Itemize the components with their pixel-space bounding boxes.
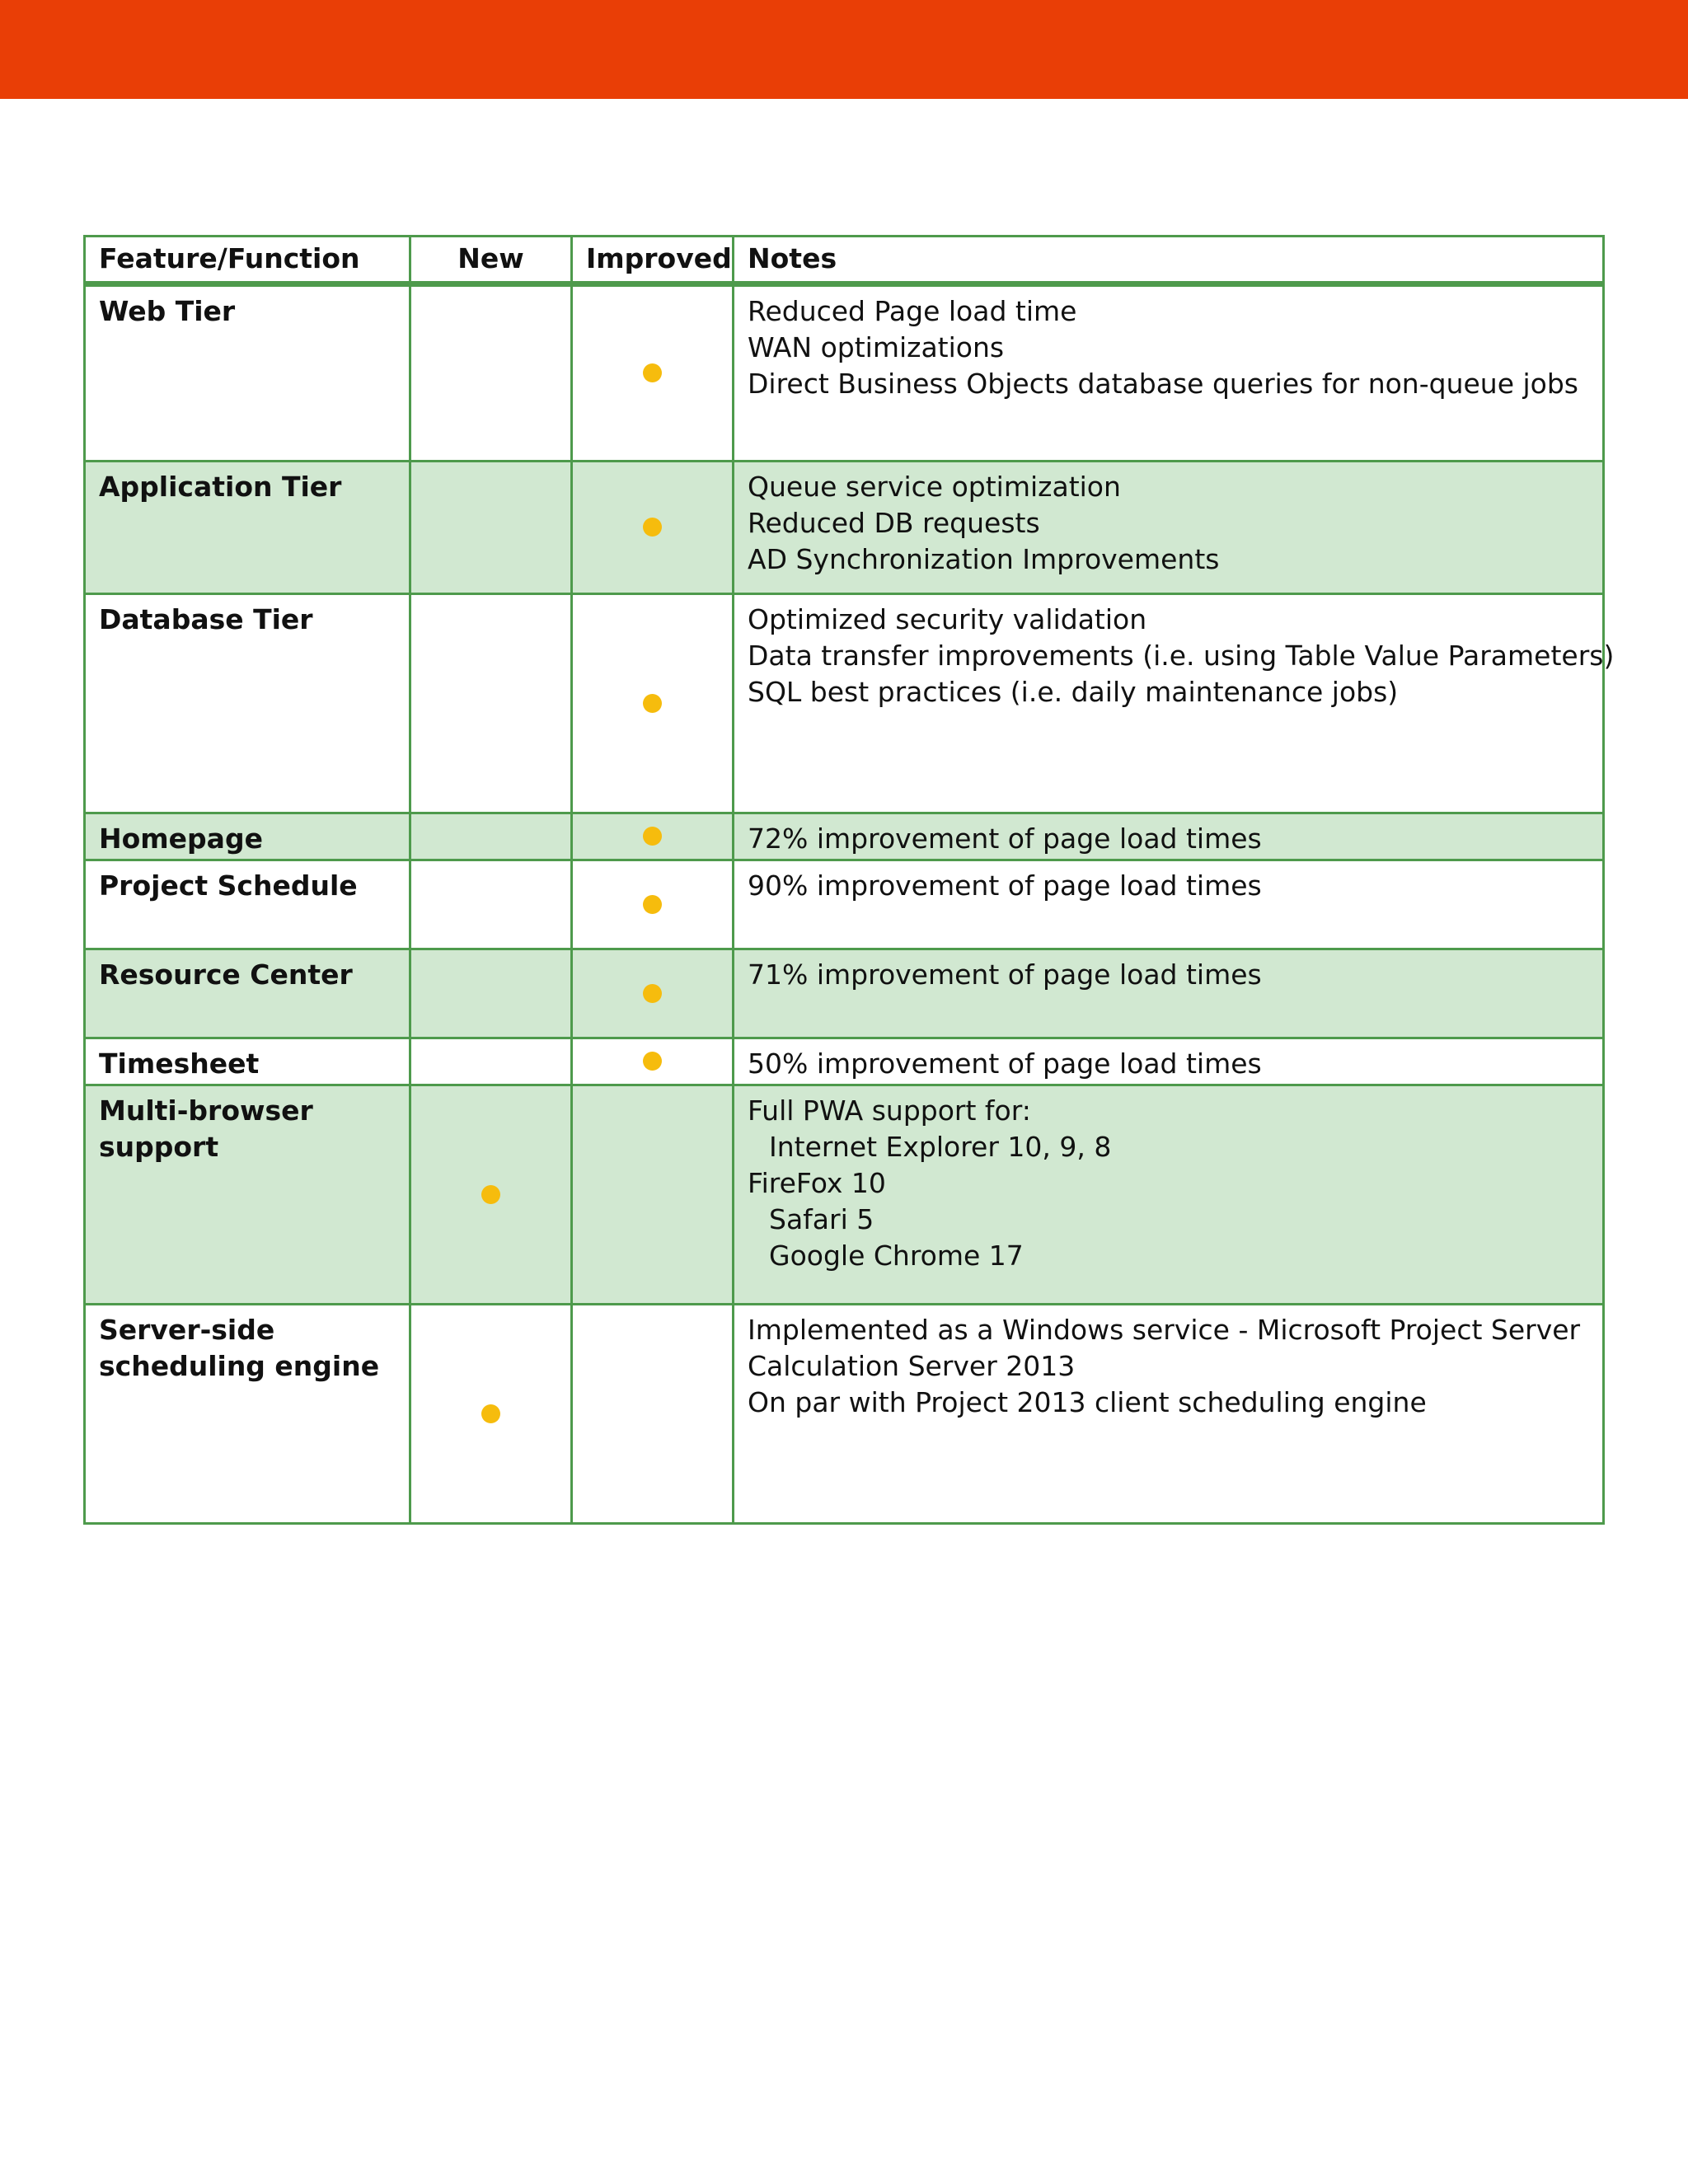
new-cell <box>410 860 572 949</box>
improved-cell <box>572 1038 734 1085</box>
note-line: SQL best practices (i.e. daily maintenance jobs) <box>748 676 1399 708</box>
table-row <box>85 813 1604 860</box>
notes-cell <box>734 594 1615 813</box>
note-line: Calculation Server 2013 <box>748 1350 1076 1382</box>
improved-marker-icon <box>643 518 662 537</box>
improved-cell <box>572 813 734 860</box>
header-color-band <box>0 0 1688 99</box>
note-line: Full PWA support for: <box>748 1094 1031 1127</box>
improved-cell <box>572 1305 734 1524</box>
improved-cell <box>572 860 734 949</box>
note-line: Optimized security validation <box>748 603 1147 635</box>
new-cell <box>410 949 572 1038</box>
notes-cell <box>734 860 1604 949</box>
note-line: WAN optimizations <box>748 331 1005 363</box>
header-improved: Improved <box>572 237 734 284</box>
improved-marker-icon <box>643 984 662 1003</box>
improved-cell <box>572 949 734 1038</box>
notes-cell <box>734 462 1604 594</box>
new-cell <box>410 813 572 860</box>
improved-marker-icon <box>643 895 662 914</box>
new-marker-icon <box>481 1185 500 1204</box>
note-line: 72% improvement of page load times <box>748 823 1262 855</box>
feature-name: Database Tier <box>85 594 410 813</box>
notes-cell <box>734 949 1604 1038</box>
note-line: AD Synchronization Improvements <box>748 543 1220 575</box>
feature-name: Application Tier <box>85 462 410 594</box>
note-line: Queue service optimization <box>748 471 1121 503</box>
note-line: On par with Project 2013 client scheduling engine <box>748 1386 1427 1418</box>
table-row <box>85 949 1604 1038</box>
table-row <box>85 594 1604 813</box>
improved-cell <box>572 1085 734 1305</box>
header-new: New <box>410 237 572 284</box>
new-cell <box>410 462 572 594</box>
note-line: 50% improvement of page load times <box>748 1047 1262 1080</box>
improved-cell <box>572 462 734 594</box>
improved-marker-icon <box>643 694 662 713</box>
feature-name: Web Tier <box>85 284 410 462</box>
new-cell <box>410 1085 572 1305</box>
feature-name: Timesheet <box>85 1038 410 1085</box>
note-line: Reduced DB requests <box>748 507 1040 539</box>
table-row <box>85 284 1604 462</box>
note-line: FireFox 10 <box>748 1167 886 1199</box>
table-row <box>85 1305 1604 1524</box>
note-line: Google Chrome 17 <box>769 1240 1024 1272</box>
table-header-row <box>85 237 1604 284</box>
new-cell <box>410 1038 572 1085</box>
header-feature: Feature/Function <box>85 237 410 284</box>
new-cell <box>410 284 572 462</box>
table-row <box>85 860 1604 949</box>
improved-marker-icon <box>643 827 662 846</box>
note-line: Internet Explorer 10, 9, 8 <box>769 1131 1112 1163</box>
new-marker-icon <box>481 1404 500 1423</box>
improved-cell <box>572 594 734 813</box>
notes-cell <box>734 1305 1604 1524</box>
table-row <box>85 1085 1604 1305</box>
table-row <box>85 1038 1604 1085</box>
note-line: Data transfer improvements (i.e. using Table Value Parameters) <box>748 640 1615 672</box>
note-line: Reduced Page load time <box>748 295 1077 327</box>
note-line: 71% improvement of page load times <box>748 958 1262 991</box>
feature-name: Homepage <box>85 813 410 860</box>
improved-cell <box>572 284 734 462</box>
feature-name: Project Schedule <box>85 860 410 949</box>
new-cell <box>410 594 572 813</box>
feature-name: Resource Center <box>85 949 410 1038</box>
table-row <box>85 462 1604 594</box>
improved-marker-icon <box>643 363 662 382</box>
notes-cell <box>734 284 1604 462</box>
new-cell <box>410 1305 572 1524</box>
improved-marker-icon <box>643 1052 662 1071</box>
notes-cell <box>734 813 1604 860</box>
feature-comparison-table <box>83 235 1615 1525</box>
note-line: Safari 5 <box>769 1203 874 1235</box>
note-line: Implemented as a Windows service - Microsoft Project Server <box>748 1314 1581 1346</box>
feature-name: Server-side scheduling engine <box>85 1305 410 1524</box>
note-line: 90% improvement of page load times <box>748 869 1262 902</box>
header-notes: Notes <box>734 237 1604 284</box>
feature-name: Multi-browser support <box>85 1085 410 1305</box>
notes-cell <box>734 1038 1604 1085</box>
notes-cell <box>734 1085 1604 1305</box>
note-line: Direct Business Objects database queries for non-queue jobs <box>748 368 1578 400</box>
